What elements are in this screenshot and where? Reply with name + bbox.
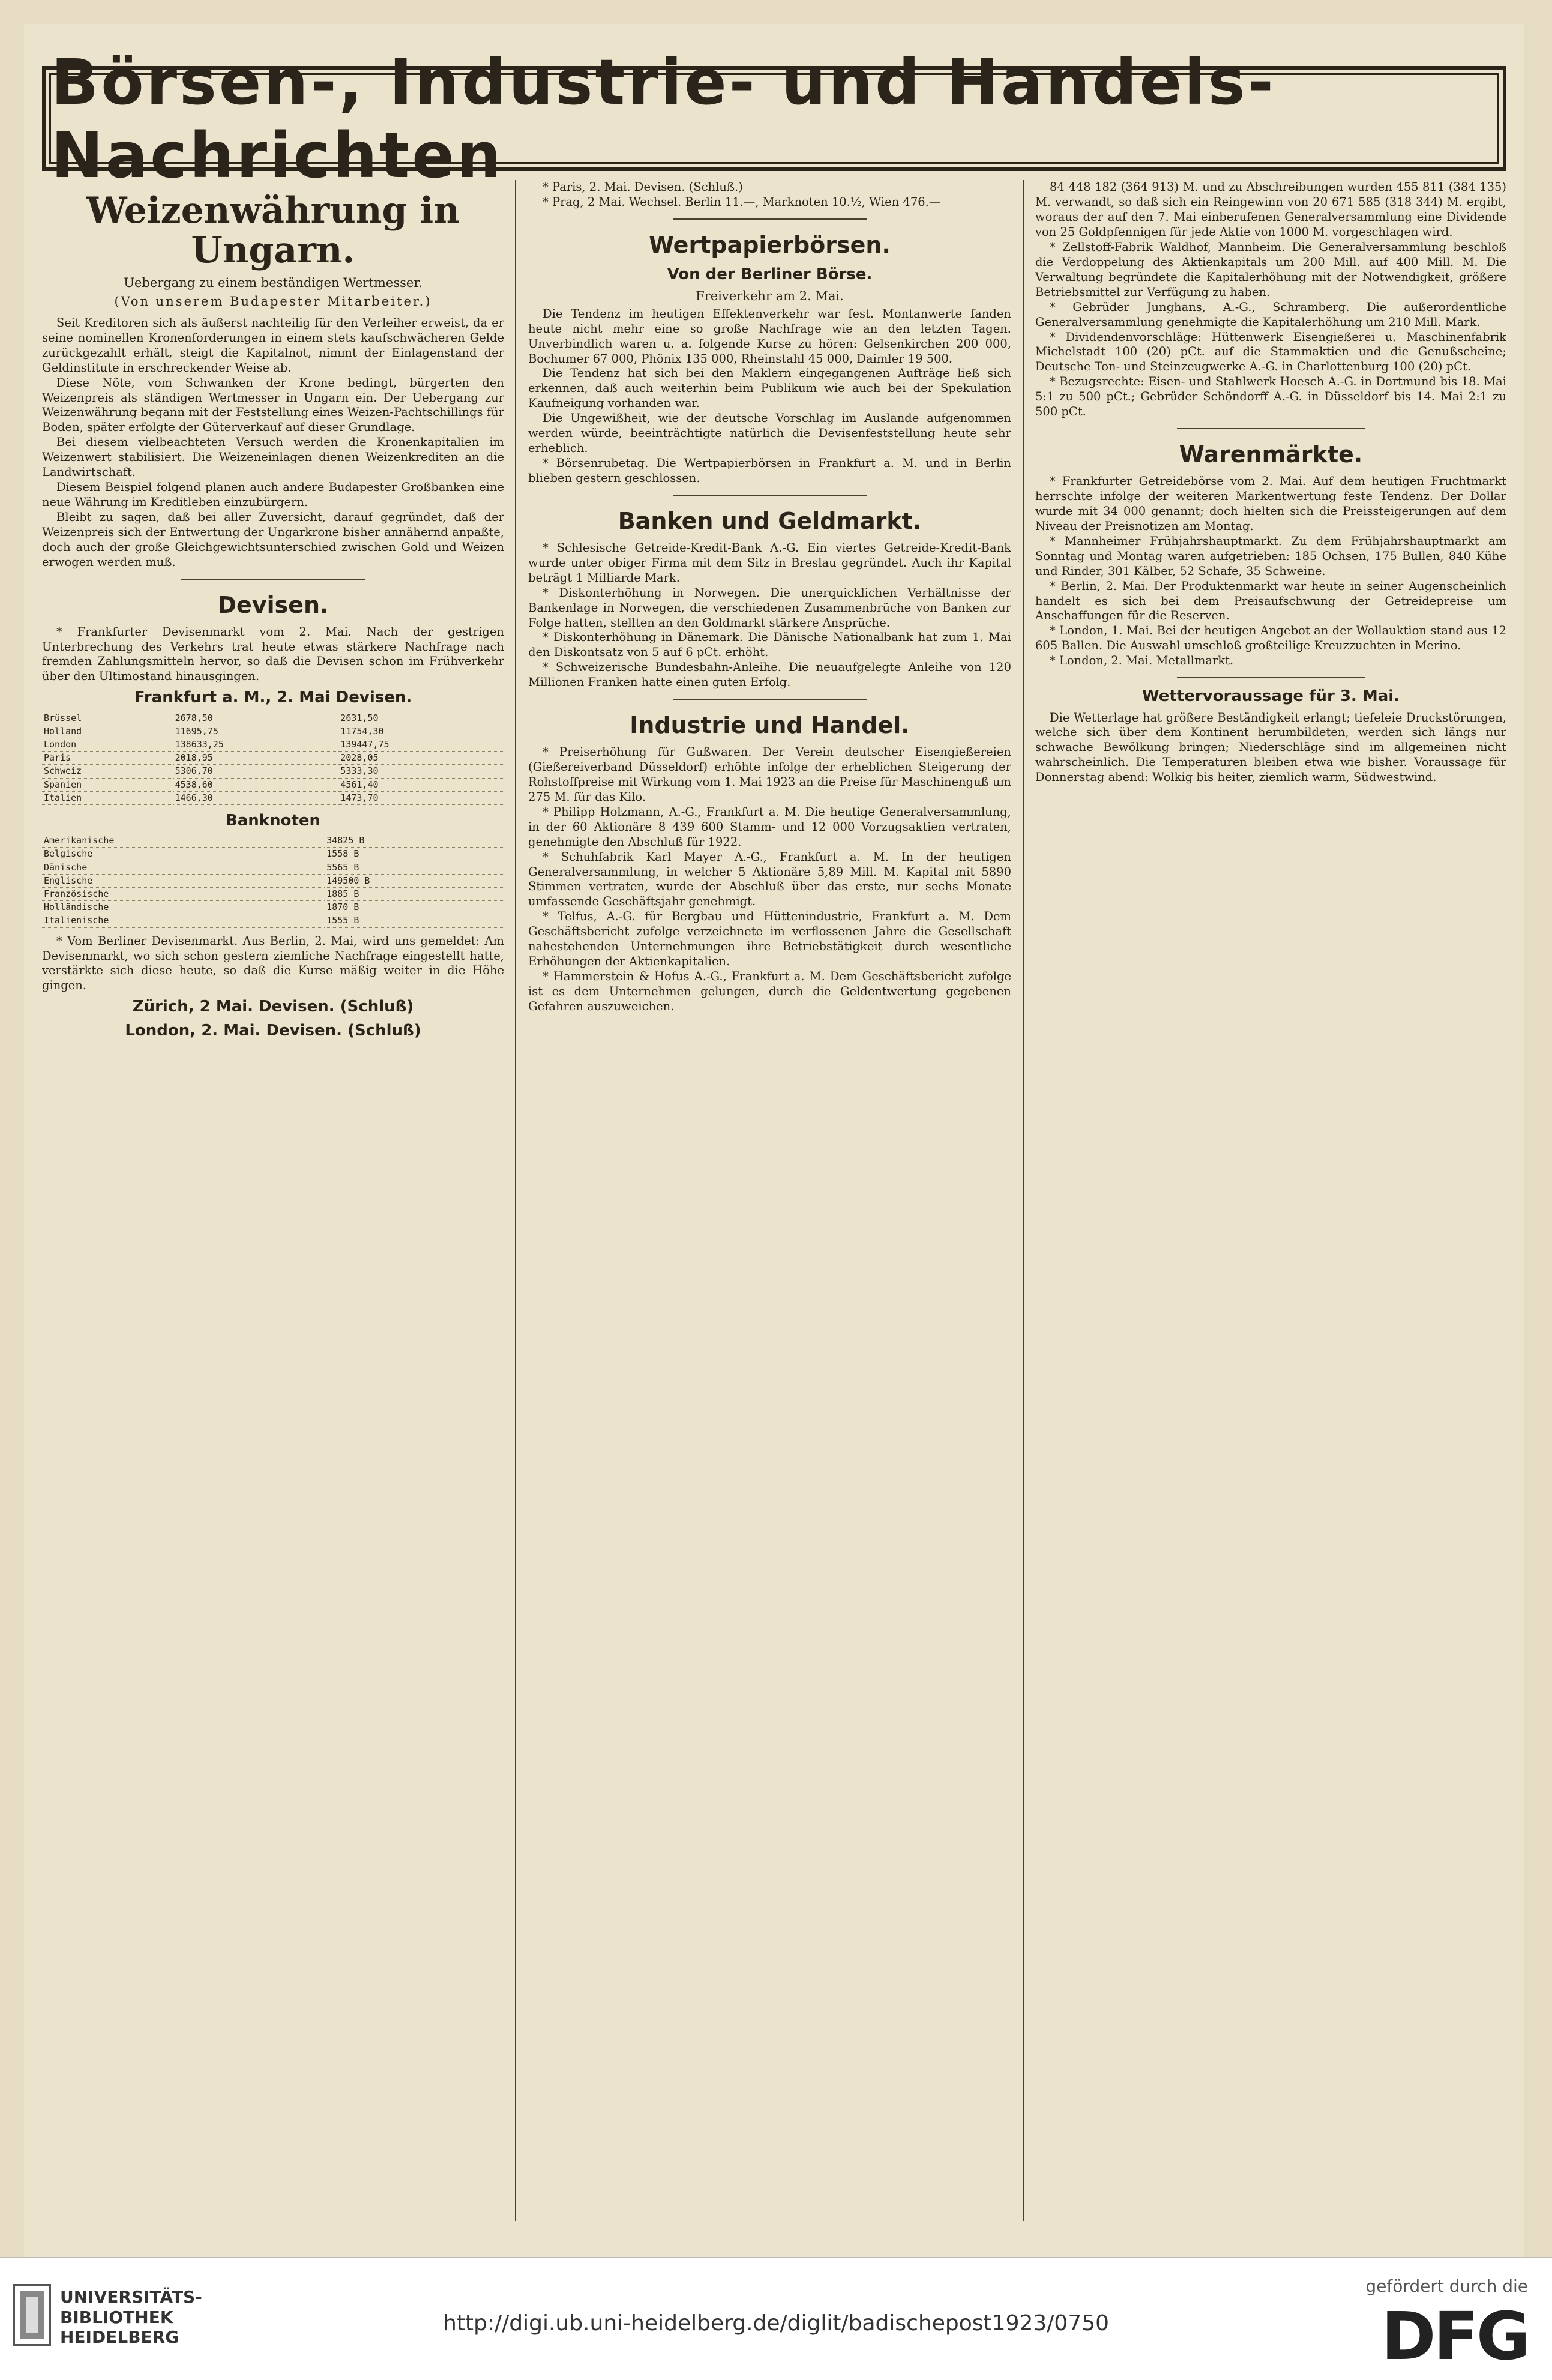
table-cell: Italien <box>42 791 173 804</box>
section-separator <box>673 495 867 496</box>
section-separator <box>673 699 867 700</box>
article-paragraph: Diesem Beispiel folgend planen auch andere Budapester Großbanken eine neue Währung im Kreditleben einzubürgern. <box>42 480 504 510</box>
article-paragraph: Seit Kreditoren sich als äußerst nachteilig für den Verleiher erweist, da er seine nominellen Kronenforderungen in einem stets kaufschwächeren Gelde zurückgezahlt erhält, steigt die Kapitalnot, nimmt der Einlagenstand der Geldinstitute in erschreckender Weise ab. <box>42 315 504 375</box>
table-row <box>42 778 504 791</box>
table-row <box>42 752 504 765</box>
table-cell: 5306,70 <box>173 765 339 778</box>
wertpapier-paragraph: Die Tendenz im heutigen Effektenverkehr war fest. Montanwerte fanden heute nicht mehr eine so große Nachfrage wie an den letzten Tagen. Unverbindlich waren u. a. folgende Kurse zu hören: Gelsenkirchen 200 000, Bochumer 67 000, Phönix 135 000, Rheinstahl 45 000, Daimler 19 500. <box>528 306 1011 366</box>
col3-paragraph: * Dividendenvorschläge: Hüttenwerk Eisengießerei u. Maschinenfabrik Michelstadt 100 (20) pCt. auf die Stammaktien und die Genußscheine; Deutsche Ton- und Steinzeugwerke A.-G. in Charlottenburg 100 (20) pCt. <box>1035 330 1506 374</box>
section-title-waren: Warenmärkte. <box>1179 441 1363 468</box>
source-url[interactable]: http://digi.ub.uni-heidelberg.de/diglit/badischepost1923/0750 <box>442 2311 1110 2336</box>
column-3 <box>1035 180 1506 2221</box>
section-separator <box>1177 677 1365 678</box>
table-row <box>42 791 504 804</box>
table-row <box>42 887 504 900</box>
wertpapier-paragraph: Die Tendenz hat sich bei den Maklern eingegangenen Aufträge ließ sich erkennen, daß auch weiterhin beim Publikum wie auch bei der Spekulation Kaufneigung vorhanden war. <box>528 366 1011 411</box>
library-name-line: HEIDELBERG <box>60 2327 179 2348</box>
table-cell: Dänische <box>42 861 325 874</box>
waren-paragraph: * Berlin, 2. Mai. Der Produktenmarkt war heute in seiner Augenscheinlich handelt es sich bei dem Preisaufschwung der Getreidepreise um Anschaffungen für die Reserven. <box>1035 579 1506 623</box>
table-cell: 1558 B <box>325 848 504 861</box>
devisen-table <box>42 712 504 805</box>
column-rule <box>1023 180 1024 2221</box>
industrie-paragraph: * Hammerstein & Hofus A.-G., Frankfurt a. M. Dem Geschäftsbericht zufolge ist es dem Unternehmen gelungen, durch die Geldentwertung gegebenen Gefahren auszuweichen. <box>528 969 1011 1014</box>
banken-paragraph: * Schlesische Getreide-Kredit-Bank A.-G. Ein viertes Getreide-Kredit-Bank wurde unter obiger Firma mit dem Sitz in Breslau gegründet. Auch ihr Kapital beträgt 1 Milliarde Mark. <box>528 540 1011 585</box>
table-row <box>42 914 504 927</box>
section-title-banken: Banken und Geldmarkt. <box>618 508 922 535</box>
col3-paragraph: * Zellstoff-Fabrik Waldhof, Mannheim. Die Generalversammlung beschloß die Verdoppelung des Aktienkapitals um 200 Mill. auf 400 Mill. M. Die Verwaltung begründete die Kapitalerhöhung mit der Notwendigkeit, größere Betriebsmittel zur Verfügung zu haben. <box>1035 240 1506 299</box>
waren-paragraph: * Frankfurter Getreidebörse vom 2. Mai. Auf dem heutigen Fruchtmarkt herrschte infolge der weiteren Markentwertung feste Tendenz. Der Dollar wurde mit 34 000 genannt; doch hielten sich die Preissteigerungen auf dem Niveau der Preisnotizen am Montag. <box>1035 474 1506 533</box>
berlin-devisen-note: * Vom Berliner Devisenmarkt. Aus Berlin, 2. Mai, wird uns gemeldet: Am Devisenmarkt, wo sich schon gestern ziemliche Nachfrage eingestellt hatte, verstärkte sich diese heute, so daß die Kurse mäßig weiter in die Höhe gingen. <box>42 933 504 993</box>
table-cell: 2678,50 <box>173 712 339 725</box>
table-cell: 139447,75 <box>338 738 504 752</box>
table-cell: 1466,30 <box>173 791 339 804</box>
paris-note: * Paris, 2. Mai. Devisen. (Schluß.) <box>543 180 743 194</box>
wertpapier-subtitle: Von der Berliner Börse. <box>667 265 873 283</box>
table-cell: 5333,30 <box>338 765 504 778</box>
banken-paragraph: * Diskonterhöhung in Dänemark. Die Dänische Nationalbank hat zum 1. Mai den Diskontsatz von 5 auf 6 pCt. erhöht. <box>528 630 1011 660</box>
table-row <box>42 848 504 861</box>
table-cell: 4538,60 <box>173 778 339 791</box>
zurich-title: Zürich, 2 Mai. Devisen. (Schluß) <box>132 998 414 1016</box>
prag-note: * Prag, 2 Mai. Wechsel. Berlin 11.—, Marknoten 10.½, Wien 476.— <box>543 194 941 209</box>
article-title: Weizenwährung in Ungarn. <box>86 190 460 271</box>
table-cell: 1555 B <box>325 914 504 927</box>
table-cell: Spanien <box>42 778 173 791</box>
dfg-logo: DFG <box>1381 2298 1528 2375</box>
table-cell: 4561,40 <box>338 778 504 791</box>
table-cell: 5565 B <box>325 861 504 874</box>
waren-paragraph: * London, 2. Mai. Metallmarkt. <box>1050 654 1234 668</box>
devisen-table-title: Frankfurt a. M., 2. Mai Devisen. <box>134 688 412 707</box>
waren-paragraph: * Mannheimer Frühjahrshauptmarkt. Zu dem Frühjahrshauptmarkt am Sonntag und Montag waren aufgetrieben: 185 Ochsen, 175 Bullen, 840 Kühe und Rinder, 301 Kälber, 52 Schafe, 35 Schweine. <box>1035 534 1506 578</box>
wertpapier-paragraph: Die Ungewißheit, wie der deutsche Vorschlag im Auslande aufgenommen werden würde, beeinträchtigte natürlich die Devisenfeststellung heute sehr erheblich. <box>528 411 1011 456</box>
table-cell: 1885 B <box>325 887 504 900</box>
table-row <box>42 765 504 778</box>
library-name-line: UNIVERSITÄTS- <box>60 2287 202 2307</box>
section-separator <box>1177 428 1365 429</box>
table-row <box>42 874 504 887</box>
table-cell: Brüssel <box>42 712 173 725</box>
col3-paragraph: * Bezugsrechte: Eisen- und Stahlwerk Hoesch A.-G. in Dortmund bis 18. Mai 5:1 zu 500 pCt.; Gebrüder Schöndorff A.-G. in Düsseldorf bis 14. Mai 2:1 zu 500 pCt. <box>1035 375 1506 419</box>
wertpapier-paragraph: * Börsenrubetag. Die Wertpapierbörsen in Frankfurt a. M. und in Berlin blieben gestern geschlossen. <box>528 456 1011 486</box>
column-rule <box>515 180 516 2221</box>
table-cell: 2028,05 <box>338 752 504 765</box>
article-byline: (Von unserem Budapester Mitarbeiter.) <box>114 294 432 309</box>
table-cell: 2631,50 <box>338 712 504 725</box>
table-cell: 149500 B <box>325 874 504 887</box>
article-paragraph: Bleibt zu sagen, daß bei aller Zuversicht, darauf gegründet, daß der Weizenpreis sich der Entwertung der Ungarkrone bisher annähernd anpaßte, doch auch der große Gleichgewichtsunterschied zwischen Gold und Weizen erwogen werden muß. <box>42 510 504 569</box>
table-cell: Schweiz <box>42 765 173 778</box>
waren-paragraph: * London, 1. Mai. Bei der heutigen Angebot an der Wollauktion stand aus 12 605 Ballen. Die Auswahl umschloß großteilige Kreuzzuchten in Merino. <box>1035 624 1506 653</box>
banknoten-table <box>42 834 504 927</box>
banken-paragraph: * Schweizerische Bundesbahn-Anleihe. Die neuaufgelegte Anleihe von 120 Millionen Franken hatte einen guten Erfolg. <box>528 660 1011 690</box>
funded-by-text: gefördert durch die <box>1365 2276 1528 2296</box>
table-cell: Paris <box>42 752 173 765</box>
section-title-industrie: Industrie und Handel. <box>630 712 910 739</box>
table-row <box>42 712 504 725</box>
table-cell: 11754,30 <box>338 725 504 738</box>
table-cell: Amerikanische <box>42 834 325 848</box>
industrie-paragraph: * Schuhfabrik Karl Mayer A.-G., Frankfurt a. M. In der heutigen Generalversammlung, in welcher 5 Aktionäre 5,89 Mill. M. Kapital mit 5890 Stimmen vertraten, wurde der Abschluß über das erste, nur sechs Monate umfassende Geschäftsjahr genehmigt. <box>528 849 1011 909</box>
section-title-wertpapier: Wertpapierbörsen. <box>649 231 891 258</box>
industrie-paragraph: * Preiserhöhung für Gußwaren. Der Verein deutscher Eisengießereien (Gießereiverband Düsseldorf) erhöhte infolge der erheblichen Steigerung der Rohstoffpreise mit Wirkung vom 1. Mai 1923 an die Preise für Maschinenguß um 275 M. für das Kilo. <box>528 744 1011 804</box>
table-cell: Belgische <box>42 848 325 861</box>
wetter-title: Wettervoraussage für 3. Mai. <box>1141 687 1400 706</box>
table-cell: 1870 B <box>325 901 504 914</box>
table-cell: London <box>42 738 173 752</box>
wetter-text: Die Wetterlage hat größere Beständigkeit erlangt; tiefeleie Druckstörungen, welche sich über dem Kontinent herumbildeten, werden sich längs nur schwache Bewölkung bringen; Niederschläge sind im allgemeinen nicht wahrscheinlich. Die Temperaturen bleiben etwa wie bisher. Voraussage für Donnerstag abend: Wolkig bis heiter, ziemlich warm, Südwestwind. <box>1035 710 1506 785</box>
table-cell: Holländische <box>42 901 325 914</box>
banknoten-title: Banknoten <box>225 811 321 830</box>
table-cell: Italienische <box>42 914 325 927</box>
digitization-footer <box>0 2257 1552 2380</box>
library-name-line: BIBLIOTHEK <box>60 2307 173 2327</box>
article-paragraph: Diese Nöte, vom Schwanken der Krone bedingt, bürgerten den Weizenpreis als ständigen Wertmesser in Ungarn ein. Der Uebergang zur Weizenwährung begann mit der Feststellung eines Weizen-Pachtschillings für Boden, später erfolgte der Güterverkauf auf dieser Grundlage. <box>42 375 504 435</box>
industrie-paragraph: * Philipp Holzmann, A.-G., Frankfurt a. M. Die heutige Generalversammlung, in der 60 Aktionäre 8 439 600 Stamm- und 12 000 Vorzugsaktien vertraten, genehmigte den Abschluß für 1922. <box>528 804 1011 849</box>
london-title: London, 2. Mai. Devisen. (Schluß) <box>125 1021 421 1040</box>
wertpapier-dateline: Freiverkehr am 2. Mai. <box>696 288 844 303</box>
section-separator <box>673 218 867 220</box>
table-row <box>42 834 504 848</box>
masthead-title: Börsen-, Industrie- und Handels-Nachrichten <box>51 45 1276 192</box>
banken-paragraph: * Diskonterhöhung in Norwegen. Die unerquicklichen Verhältnisse der Bankenlage in Norwegen, die verschiedenen Zusammenbrüche von Banken zur Folge hatten, stellten an den Goldmarkt stärkere Ansprüche. <box>528 585 1011 630</box>
column-2 <box>528 180 1011 2221</box>
table-cell: 34825 B <box>325 834 504 848</box>
table-row <box>42 725 504 738</box>
industrie-paragraph: * Telfus, A.-G. für Bergbau und Hüttenindustrie, Frankfurt a. M. Dem Geschäftsbericht zufolge verzeichnete im verflossenen Jahre die Gesellschaft nahestehenden Unternehmungen ihre Betriebstätigkeit durch wesentliche Erhöhungen der Aktienkapitalien. <box>528 909 1011 969</box>
table-row <box>42 738 504 752</box>
col3-paragraph: 84 448 182 (364 913) M. und zu Abschreibungen wurden 455 811 (384 135) M. verwandt, so daß sich ein Reingewinn von 20 671 585 (318 344) M. ergibt, woraus der auf den 7. Mai einberufenen Generalversammlung eine Dividende von 25 Goldpfennigen für jede Aktie von 1000 M. vorgeschlagen wird. <box>1035 180 1506 239</box>
column-1 <box>42 180 504 2221</box>
col3-paragraph: * Gebrüder Junghans, A.-G., Schramberg. Die außerordentliche Generalversammlung genehmigte die Kapitalerhöhung um 210 Mill. Mark. <box>1035 300 1506 329</box>
devisen-intro: * Frankfurter Devisenmarkt vom 2. Mai. Nach der gestrigen Unterbrechung des Verkehrs trat heute etwas stärkere Nachfrage nach fremden Zahlungsmitteln hervor, so daß die Devisen schon im Frühverkehr über den Ultimostand hinausgingen. <box>42 624 504 684</box>
table-cell: Französische <box>42 887 325 900</box>
table-cell: Holland <box>42 725 173 738</box>
article-subtitle: Uebergang zu einem beständigen Wertmesser. <box>124 276 423 290</box>
table-cell: 11695,75 <box>173 725 339 738</box>
section-separator <box>181 579 365 580</box>
section-title-devisen: Devisen. <box>217 591 329 618</box>
table-row <box>42 901 504 914</box>
article-paragraph: Bei diesem vielbeachteten Versuch werden die Kronenkapitalien im Weizenwert stabilisiert. Die Weizeneinlagen dienen Weizenkrediten an die Landwirtschaft. <box>42 435 504 480</box>
table-cell: Englische <box>42 874 325 887</box>
table-cell: 2018,95 <box>173 752 339 765</box>
table-cell: 138633,25 <box>173 738 339 752</box>
table-row <box>42 861 504 874</box>
table-cell: 1473,70 <box>338 791 504 804</box>
